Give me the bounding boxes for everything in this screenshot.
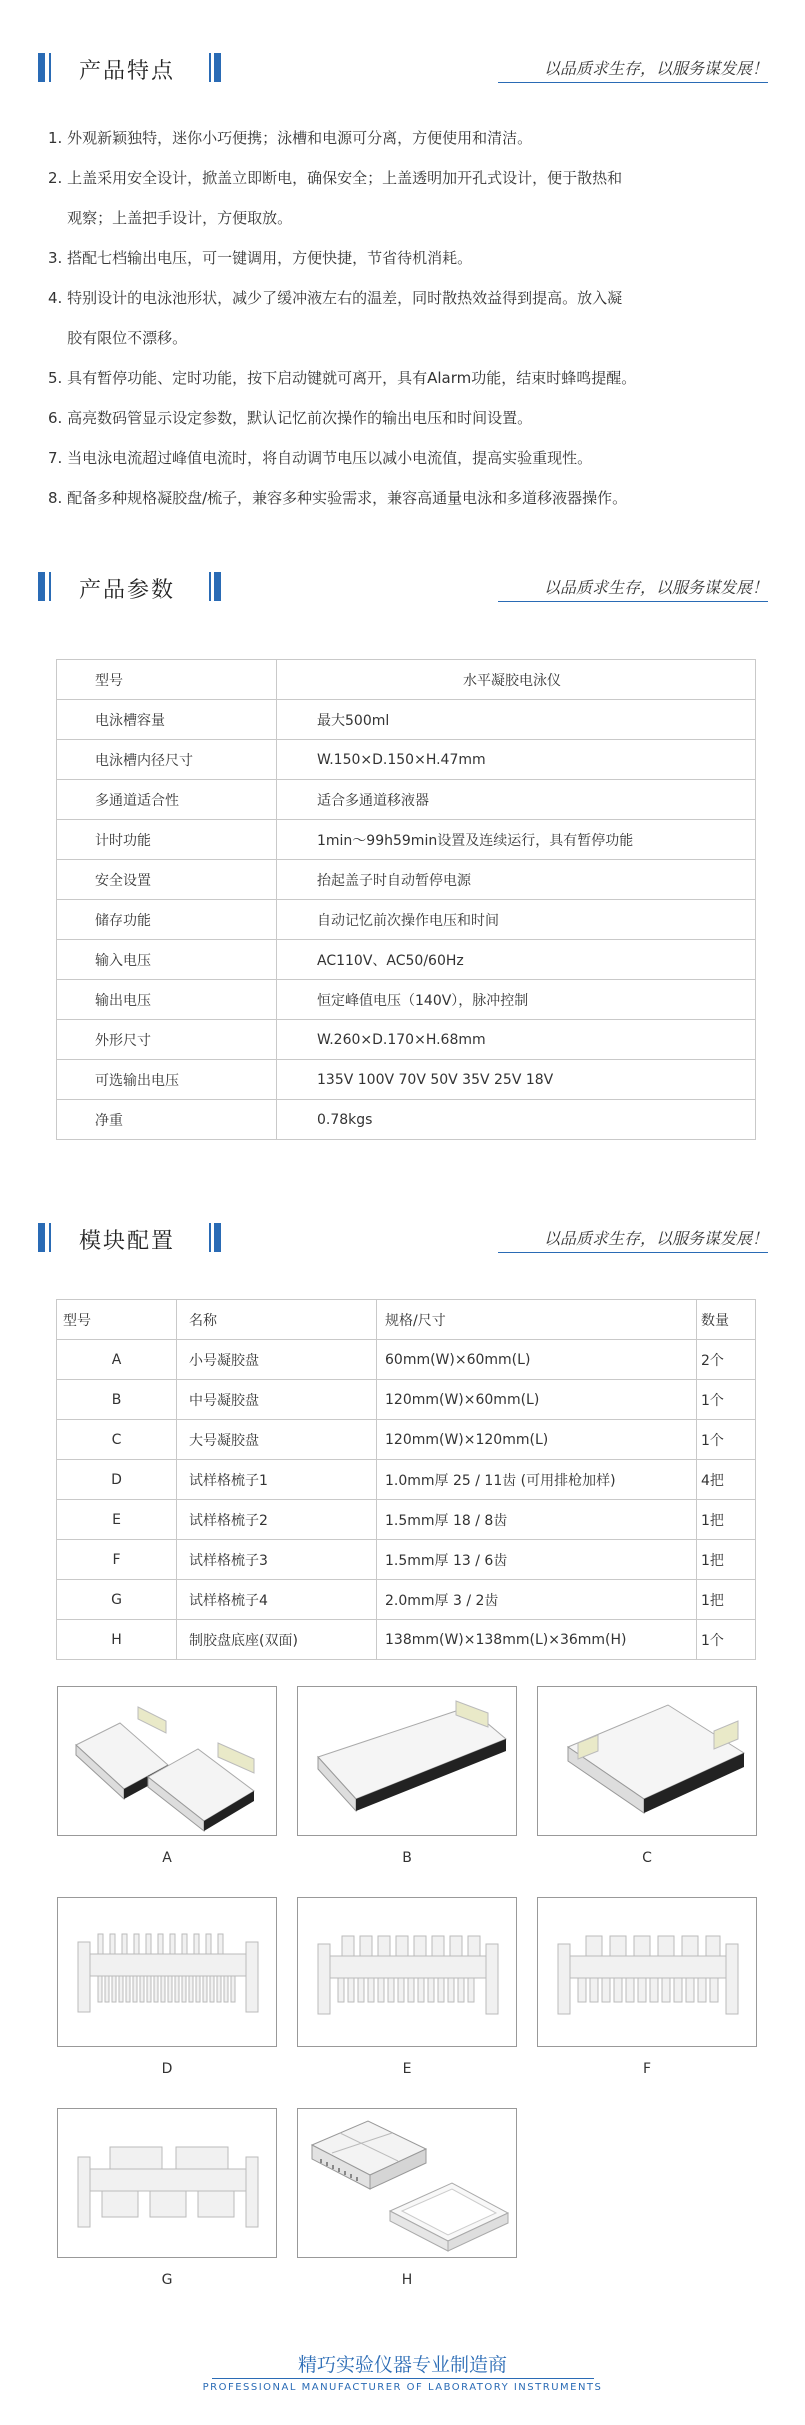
feature-item: 5. 具有暂停功能、定时功能，按下启动键就可离开，具有Alarm功能，结束时蜂鸣提醒。 xyxy=(48,369,637,387)
product-image-casting-base xyxy=(297,2108,517,2258)
header-bar-decoration xyxy=(209,53,211,82)
product-image-comb-1 xyxy=(57,1897,277,2047)
product-image-large-gel-tray xyxy=(537,1686,757,1836)
product-image-small-gel-trays xyxy=(57,1686,277,1836)
header-bar-decoration xyxy=(49,1223,51,1252)
module-name: 试样格梳子1 xyxy=(177,1460,377,1500)
module-name: 小号凝胶盘 xyxy=(177,1340,377,1380)
feature-item: 6. 高亮数码管显示设定参数，默认记忆前次操作的输出电压和时间设置。 xyxy=(48,409,533,427)
module-model: A xyxy=(57,1340,177,1380)
param-key: 外形尺寸 xyxy=(57,1020,277,1060)
section-slogan: 以品质求生存，以服务谋发展！ xyxy=(543,1229,768,1248)
header-bar-decoration xyxy=(49,572,51,601)
table-row xyxy=(57,1460,756,1500)
module-spec: 2.0mm厚 3 / 2齿 xyxy=(377,1580,697,1620)
module-model: E xyxy=(57,1500,177,1540)
param-row xyxy=(57,780,756,820)
module-name: 大号凝胶盘 xyxy=(177,1420,377,1460)
section-slogan: 以品质求生存，以服务谋发展！ xyxy=(543,578,768,597)
table-row xyxy=(57,1540,756,1580)
table-row xyxy=(57,1340,756,1380)
module-spec: 1.5mm厚 18 / 8齿 xyxy=(377,1500,697,1540)
module-name: 中号凝胶盘 xyxy=(177,1380,377,1420)
param-key: 输入电压 xyxy=(57,940,277,980)
param-value: 抬起盖子时自动暂停电源 xyxy=(277,860,756,900)
params-table xyxy=(56,659,756,1140)
feature-list xyxy=(48,118,748,518)
feature-item: 2. 上盖采用安全设计，掀盖立即断电，确保安全；上盖透明加开孔式设计，便于散热和 xyxy=(48,169,623,187)
footer-title: 精巧实验仪器专业制造商 xyxy=(297,2354,507,2376)
header-bar-decoration xyxy=(214,1223,221,1252)
feature-item: 胶有限位不漂移。 xyxy=(48,329,188,347)
image-label: C xyxy=(642,1850,652,1866)
module-spec: 60mm(W)×60mm(L) xyxy=(377,1340,697,1380)
param-row xyxy=(57,1100,756,1140)
param-value: 0.78kgs xyxy=(277,1100,756,1140)
modules-table xyxy=(56,1299,756,1660)
module-model: G xyxy=(57,1580,177,1620)
param-row xyxy=(57,820,756,860)
param-value: 水平凝胶电泳仪 xyxy=(277,660,756,700)
feature-item: 观察；上盖把手设计，方便取放。 xyxy=(48,209,293,227)
header-cell: 规格/尺寸 xyxy=(377,1300,697,1340)
header-bar-decoration xyxy=(209,572,211,601)
module-model: B xyxy=(57,1380,177,1420)
image-label: B xyxy=(402,1850,412,1866)
module-spec: 138mm(W)×138mm(L)×36mm(H) xyxy=(377,1620,697,1660)
product-image-medium-gel-tray xyxy=(297,1686,517,1836)
param-row xyxy=(57,900,756,940)
header-cell: 数量 xyxy=(697,1300,756,1340)
header-underline xyxy=(498,82,768,83)
table-row xyxy=(57,1620,756,1660)
table-row xyxy=(57,1580,756,1620)
module-model: C xyxy=(57,1420,177,1460)
param-key: 净重 xyxy=(57,1100,277,1140)
module-model: H xyxy=(57,1620,177,1660)
image-label: F xyxy=(642,2061,652,2077)
param-value: 1min～99h59min设置及连续运行，具有暂停功能 xyxy=(277,820,756,860)
param-value: W.260×D.170×H.68mm xyxy=(277,1020,756,1060)
table-row xyxy=(57,1500,756,1540)
module-spec: 120mm(W)×120mm(L) xyxy=(377,1420,697,1460)
param-key: 电泳槽内径尺寸 xyxy=(57,740,277,780)
feature-item: 7. 当电泳电流超过峰值电流时，将自动调节电压以减小电流值，提高实验重现性。 xyxy=(48,449,593,467)
features-header xyxy=(38,44,768,84)
header-bar-decoration xyxy=(38,572,45,601)
module-spec: 1.0mm厚 25 / 11齿 (可用排枪加样) xyxy=(377,1460,697,1500)
module-model: D xyxy=(57,1460,177,1500)
param-key: 可选输出电压 xyxy=(57,1060,277,1100)
footer-subtitle: PROFESSIONAL MANUFACTURER OF LABORATORY INSTRUMENTS xyxy=(202,2382,603,2393)
module-quantity: 1把 xyxy=(697,1580,756,1620)
param-value: 适合多通道移液器 xyxy=(277,780,756,820)
image-label: E xyxy=(402,2061,412,2077)
section-slogan: 以品质求生存，以服务谋发展！ xyxy=(543,59,768,78)
header-bar-decoration xyxy=(214,53,221,82)
feature-item: 4. 特别设计的电泳池形状，减少了缓冲液左右的温差，同时散热效益得到提高。放入凝 xyxy=(48,289,623,307)
param-key: 安全设置 xyxy=(57,860,277,900)
image-label: A xyxy=(162,1850,172,1866)
header-bar-decoration xyxy=(38,53,45,82)
param-row xyxy=(57,980,756,1020)
table-row xyxy=(57,1380,756,1420)
feature-item: 3. 搭配七档输出电压，可一键调用，方便快捷，节省待机消耗。 xyxy=(48,249,473,267)
product-image-comb-2 xyxy=(297,1897,517,2047)
header-bar-decoration xyxy=(209,1223,211,1252)
module-name: 试样格梳子3 xyxy=(177,1540,377,1580)
table-row xyxy=(57,1420,756,1460)
param-row xyxy=(57,660,756,700)
module-quantity: 2个 xyxy=(697,1340,756,1380)
image-label: H xyxy=(401,2272,413,2288)
param-key: 多通道适合性 xyxy=(57,780,277,820)
header-cell: 名称 xyxy=(177,1300,377,1340)
header-underline xyxy=(498,601,768,602)
param-value: 最大500ml xyxy=(277,700,756,740)
section-title: 产品参数 xyxy=(79,578,176,603)
image-label: D xyxy=(161,2061,173,2077)
param-row xyxy=(57,1020,756,1060)
module-quantity: 1个 xyxy=(697,1420,756,1460)
module-quantity: 4把 xyxy=(697,1460,756,1500)
param-row xyxy=(57,740,756,780)
param-row xyxy=(57,1060,756,1100)
header-bar-decoration xyxy=(214,572,221,601)
param-row xyxy=(57,700,756,740)
module-quantity: 1个 xyxy=(697,1380,756,1420)
modules-header xyxy=(38,1214,768,1254)
feature-item: 8. 配备多种规格凝胶盘/梳子，兼容多种实验需求，兼容高通量电泳和多道移液器操作。 xyxy=(48,489,628,507)
param-value: AC110V、AC50/60Hz xyxy=(277,940,756,980)
table-header-row xyxy=(57,1300,756,1340)
module-name: 试样格梳子2 xyxy=(177,1500,377,1540)
param-key: 输出电压 xyxy=(57,980,277,1020)
param-value: W.150×D.150×H.47mm xyxy=(277,740,756,780)
module-quantity: 1把 xyxy=(697,1500,756,1540)
params-header xyxy=(38,563,768,603)
image-label: G xyxy=(161,2272,173,2288)
param-value: 135V 100V 70V 50V 35V 25V 18V xyxy=(277,1060,756,1100)
module-quantity: 1个 xyxy=(697,1620,756,1660)
param-row xyxy=(57,860,756,900)
feature-item: 1. 外观新颖独特，迷你小巧便携；泳槽和电源可分离，方便使用和清洁。 xyxy=(48,129,533,147)
param-key: 计时功能 xyxy=(57,820,277,860)
param-key: 储存功能 xyxy=(57,900,277,940)
header-bar-decoration xyxy=(49,53,51,82)
param-key: 型号 xyxy=(57,660,277,700)
product-image-comb-3 xyxy=(537,1897,757,2047)
header-bar-decoration xyxy=(38,1223,45,1252)
section-title: 产品特点 xyxy=(79,59,176,84)
param-key: 电泳槽容量 xyxy=(57,700,277,740)
module-model: F xyxy=(57,1540,177,1580)
header-underline xyxy=(498,1252,768,1253)
module-quantity: 1把 xyxy=(697,1540,756,1580)
product-image-comb-4 xyxy=(57,2108,277,2258)
footer-divider xyxy=(212,2378,594,2379)
section-title: 模块配置 xyxy=(79,1229,176,1254)
module-name: 制胶盘底座(双面) xyxy=(177,1620,377,1660)
param-value: 自动记忆前次操作电压和时间 xyxy=(277,900,756,940)
param-row xyxy=(57,940,756,980)
module-name: 试样格梳子4 xyxy=(177,1580,377,1620)
param-value: 恒定峰值电压（140V），脉冲控制 xyxy=(277,980,756,1020)
header-cell: 型号 xyxy=(57,1300,177,1340)
module-spec: 120mm(W)×60mm(L) xyxy=(377,1380,697,1420)
module-spec: 1.5mm厚 13 / 6齿 xyxy=(377,1540,697,1580)
